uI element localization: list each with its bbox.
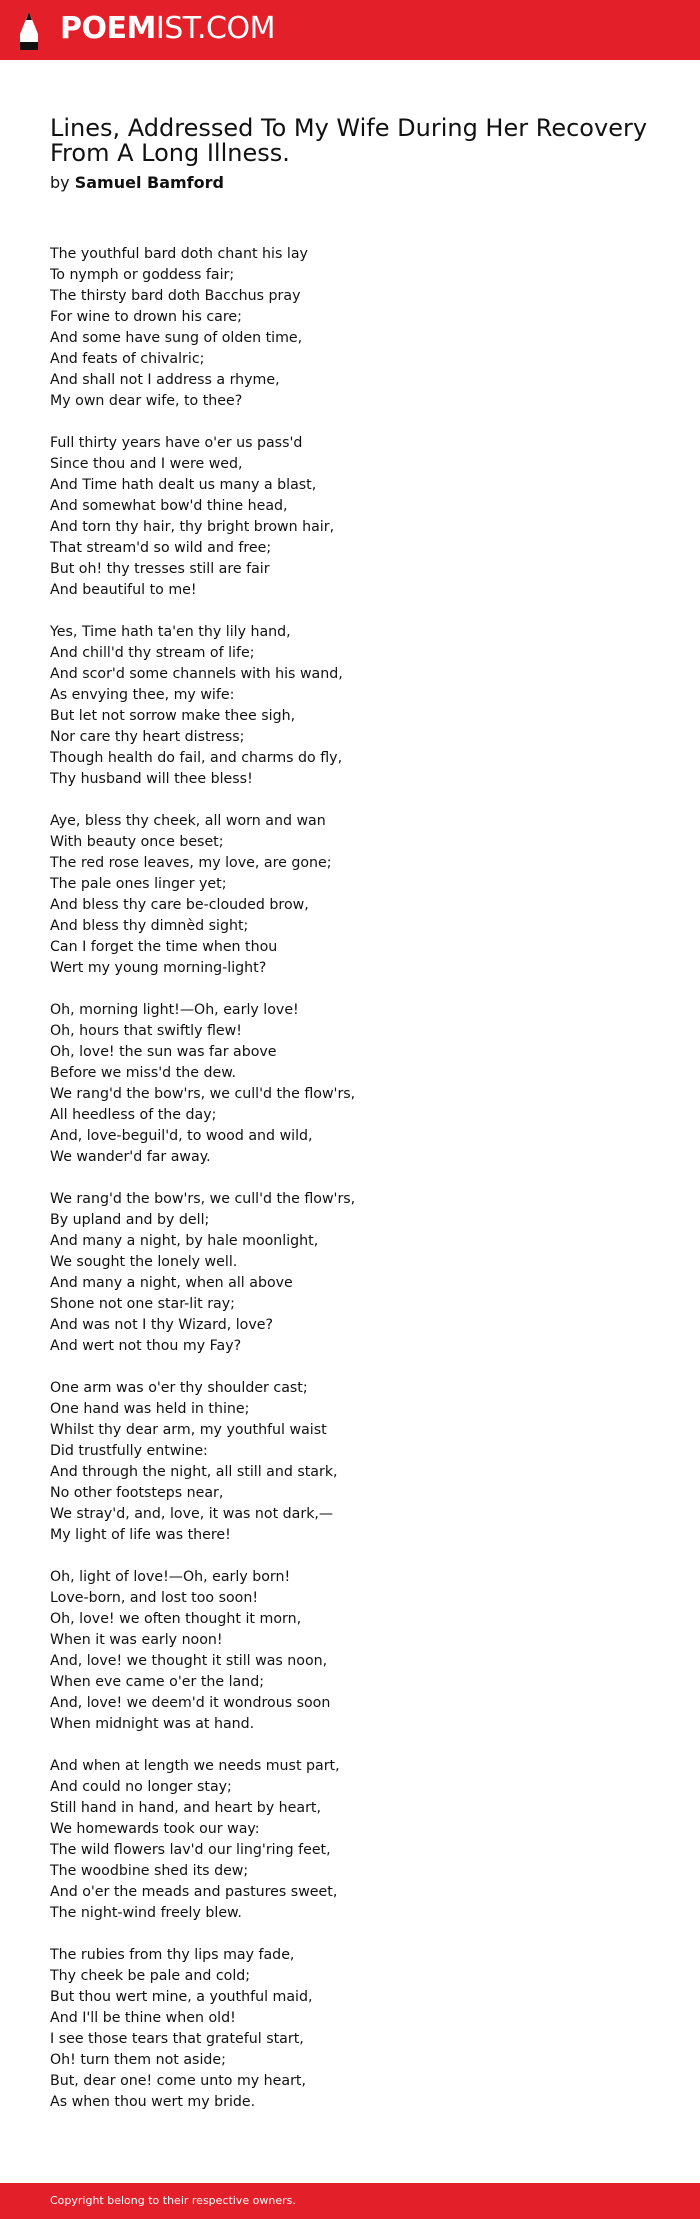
poem-line: For wine to drown his care; — [50, 309, 242, 325]
poem-line: The pale ones linger yet; — [50, 876, 227, 892]
author-name: Samuel Bamford — [74, 173, 224, 192]
poem-line: My own dear wife, to thee? — [50, 393, 243, 409]
byline — [50, 173, 224, 193]
poem-line: And some have sung of olden time, — [50, 330, 303, 346]
pencil-icon[interactable] — [16, 12, 42, 50]
poem-line: The wild flowers lav'd our ling'ring feet, — [50, 1842, 331, 1858]
poem-line: The woodbine shed its dew; — [50, 1863, 249, 1879]
stanza — [50, 1945, 650, 2113]
poem-line: And many a night, when all above — [50, 1275, 293, 1291]
poem-line: Oh, light of love!—Oh, early born! — [50, 1569, 291, 1585]
poem-line: Aye, bless thy cheek, all worn and wan — [50, 813, 326, 829]
poem-line: And torn thy hair, thy bright brown hair, — [50, 519, 335, 535]
poem-line: And could no longer stay; — [50, 1779, 232, 1795]
poem-line: Love-born, and lost too soon! — [50, 1590, 259, 1606]
poem-line: Oh, love! the sun was far above — [50, 1044, 277, 1060]
poem-line: As when thou wert my bride. — [50, 2094, 256, 2110]
poem-line: Still hand in hand, and heart by heart, — [50, 1800, 321, 1816]
poem-line: Oh! turn them not aside; — [50, 2052, 226, 2068]
poem-line: And bless thy care be-clouded brow, — [50, 897, 309, 913]
poem-line: Thy husband will thee bless! — [50, 771, 253, 787]
poem-body — [50, 244, 650, 2134]
poem-line: Though health do fail, and charms do fly, — [50, 750, 343, 766]
poem-line: I see those tears that grateful start, — [50, 2031, 304, 2047]
poem-line: All heedless of the day; — [50, 1107, 217, 1123]
poem-line: Did trustfully entwine: — [50, 1443, 208, 1459]
site-footer — [0, 2183, 700, 2219]
poem-line: And through the night, all still and stark, — [50, 1464, 338, 1480]
poem-line: One hand was held in thine; — [50, 1401, 250, 1417]
poem-line: But oh! thy tresses still are fair — [50, 561, 270, 577]
poem-line: With beauty once beset; — [50, 834, 224, 850]
poem-line: But let not sorrow make thee sigh, — [50, 708, 296, 724]
poem-line: Can I forget the time when thou — [50, 939, 278, 955]
poem-line: And, love! we deem'd it wondrous soon — [50, 1695, 331, 1711]
poem-line: Since thou and I were wed, — [50, 456, 243, 472]
poem-line: Thy cheek be pale and cold; — [50, 1968, 251, 1984]
poem-line: By upland and by dell; — [50, 1212, 210, 1228]
poem-line: That stream'd so wild and free; — [50, 540, 272, 556]
stanza — [50, 811, 650, 979]
poem-line: And bless thy dimnèd sight; — [50, 918, 249, 934]
poem-line: But, dear one! come unto my heart, — [50, 2073, 306, 2089]
poem-line: We rang'd the bow'rs, we cull'd the flow'rs, — [50, 1086, 356, 1102]
stanza — [50, 622, 650, 790]
poem-line: The youthful bard doth chant his lay — [50, 246, 308, 262]
copyright-text: Copyright belong to their respective owners. — [50, 2194, 296, 2207]
poem-title: Lines, Addressed To My Wife During Her Recovery From A Long Illness. — [50, 114, 648, 167]
poem-line: One arm was o'er thy shoulder cast; — [50, 1380, 308, 1396]
poem-line: The night-wind freely blew. — [50, 1905, 242, 1921]
poem-line: And beautiful to me! — [50, 582, 197, 598]
site-logo[interactable] — [60, 11, 275, 47]
poem-line: We rang'd the bow'rs, we cull'd the flow'rs, — [50, 1191, 356, 1207]
poem-line: Oh, hours that swiftly flew! — [50, 1023, 242, 1039]
poem-line: And wert not thou my Fay? — [50, 1338, 242, 1354]
stanza — [50, 1000, 650, 1168]
poem-line: And, love! we thought it still was noon, — [50, 1653, 328, 1669]
stanza — [50, 244, 650, 412]
poem-line: And scor'd some channels with his wand, — [50, 666, 343, 682]
poem-line: As envying thee, my wife: — [50, 687, 235, 703]
logo-strong-text: POEM — [60, 11, 156, 46]
poem-line: And Time hath dealt us many a blast, — [50, 477, 317, 493]
stanza — [50, 1756, 650, 1924]
poem-line: To nymph or goddess fair; — [50, 267, 235, 283]
poem-line: The thirsty bard doth Bacchus pray — [50, 288, 301, 304]
poem-line: Before we miss'd the dew. — [50, 1065, 237, 1081]
poem-line: When it was early noon! — [50, 1632, 223, 1648]
poem-line: Yes, Time hath ta'en thy lily hand, — [50, 624, 291, 640]
poem-line: Oh, morning light!—Oh, early love! — [50, 1002, 299, 1018]
poem-line: And chill'd thy stream of life; — [50, 645, 255, 661]
stanza — [50, 1378, 650, 1546]
stanza — [50, 1567, 650, 1735]
stanza — [50, 433, 650, 601]
poem-line: And many a night, by hale moonlight, — [50, 1233, 319, 1249]
poem-line: Wert my young morning-light? — [50, 960, 267, 976]
poem-line: The rubies from thy lips may fade, — [50, 1947, 295, 1963]
poem-line: We stray'd, and, love, it was not dark,— — [50, 1506, 334, 1522]
poem-line: Shone not one star-lit ray; — [50, 1296, 235, 1312]
poem-line: My light of life was there! — [50, 1527, 231, 1543]
poem-line: No other footsteps near, — [50, 1485, 224, 1501]
poem-line: When eve came o'er the land; — [50, 1674, 265, 1690]
stanza — [50, 1189, 650, 1357]
poem-line: And feats of chivalric; — [50, 351, 205, 367]
poem-line: Full thirty years have o'er us pass'd — [50, 435, 303, 451]
poem-line: And when at length we needs must part, — [50, 1758, 340, 1774]
poem-line: When midnight was at hand. — [50, 1716, 255, 1732]
poem-line: Oh, love! we often thought it morn, — [50, 1611, 302, 1627]
site-header — [0, 0, 700, 60]
poem-line: We sought the lonely well. — [50, 1254, 238, 1270]
poem-line: We homewards took our way: — [50, 1821, 260, 1837]
poem-line: And was not I thy Wizard, love? — [50, 1317, 273, 1333]
poem-line: Whilst thy dear arm, my youthful waist — [50, 1422, 327, 1438]
poem-line: And somewhat bow'd thine head, — [50, 498, 288, 514]
poem-line: And o'er the meads and pastures sweet, — [50, 1884, 338, 1900]
poem-line: And shall not I address a rhyme, — [50, 372, 280, 388]
poem-line: We wander'd far away. — [50, 1149, 211, 1165]
poem-line: The red rose leaves, my love, are gone; — [50, 855, 332, 871]
by-label: by — [50, 173, 70, 192]
logo-light-text: IST.COM — [155, 11, 275, 46]
poem-line: And I'll be thine when old! — [50, 2010, 236, 2026]
poem-line: But thou wert mine, a youthful maid, — [50, 1989, 313, 2005]
poem-line: And, love-beguil'd, to wood and wild, — [50, 1128, 313, 1144]
poem-line: Nor care thy heart distress; — [50, 729, 245, 745]
